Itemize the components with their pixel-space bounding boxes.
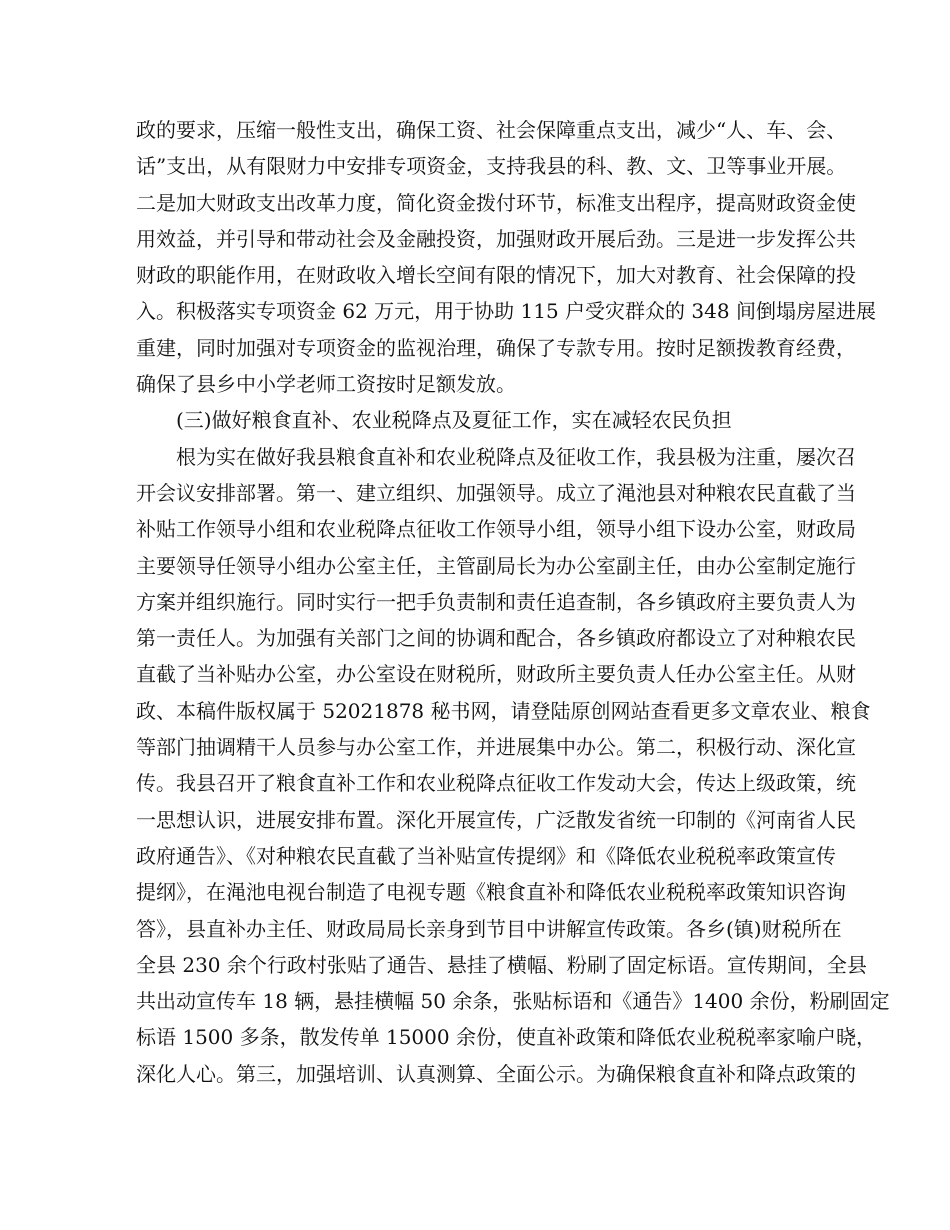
text-line: 标语 1500 多条，散发传单 15000 余份，使直补政策和降低农业税税率家喻户晓， (136, 1025, 876, 1050)
text-line: 确保了县乡中小学老师工资按时足额发放。 (136, 372, 516, 397)
text-line: 补贴工作领导小组和农业税降点征收工作领导小组，领导小组下设办公室，财政局 (136, 517, 856, 542)
text-line: 一思想认识，进展安排布置。深化开展宣传，广泛散发省统一印制的《河南省人民 (136, 807, 856, 832)
text-line: 方案并组织施行。同时实行一把手负责制和责任追查制，各乡镇政府主要负责人为 (136, 589, 856, 614)
text-line: 提纲》，在渑池电视台制造了电视专题《粮食直补和降低农业税税率政策知识咨询 (136, 880, 846, 905)
text-line: 传。我县召开了粮食直补工作和农业税降点征收工作发动大会，传达上级政策，统 (136, 771, 856, 796)
text-line: 全县 230 余个行政村张贴了通告、悬挂了横幅、粉刷了固定标语。宣传期间，全县 (136, 952, 867, 977)
text-line: 等部门抽调精干人员参与办公室工作，并进展集中办公。第二，积极行动、深化宣 (136, 735, 856, 760)
text-line: 财政的职能作用，在财政收入增长空间有限的情况下，加大对教育、社会保障的投 (136, 263, 856, 288)
text-line: 答》，县直补办主任、财政局局长亲身到节目中讲解宣传政策。各乡(镇)财税所在 (136, 916, 842, 941)
text-line: 话”支出，从有限财力中安排专项资金，支持我县的科、教、文、卫等事业开展。 (136, 154, 847, 179)
text-line: 二是加大财政支出改革力度，简化资金拨付环节，标准支出程序，提高财政资金使 (136, 190, 856, 215)
text-line: 主要领导任领导小组办公室主任，主管副局长为办公室副主任，由办公室制定施行 (136, 553, 856, 578)
text-line: 深化人心。第三，加强培训、认真测算、全面公示。为确保粮食直补和降点政策的 (136, 1061, 856, 1086)
text-line: 用效益，并引导和带动社会及金融投资，加强财政开展后劲。三是进一步发挥公共 (136, 226, 856, 251)
section-heading: (三)做好粮食直补、农业税降点及夏征工作，实在减轻农民负担 (176, 408, 732, 433)
text-line: 重建，同时加强对专项资金的监视治理，确保了专款专用。按时足额拨教育经费， (136, 335, 856, 360)
text-line: 开会议安排部署。第一、建立组织、加强领导。成立了渑池县对种粮农民直截了当 (136, 480, 856, 505)
text-line: 政的要求，压缩一般性支出，确保工资、社会保障重点支出，减少“人、车、会、 (136, 118, 847, 142)
text-line: 直截了当补贴办公室，办公室设在财税所，财政所主要负责人任办公室主任。从财 (136, 662, 856, 687)
text-line: 共出动宣传车 18 辆，悬挂横幅 50 余条，张贴标语和《通告》1400 余份，粉刷固定 (136, 989, 890, 1014)
text-line: 政府通告》、《对种粮农民直截了当补贴宣传提纲》和《降低农业税税率政策宣传 (136, 843, 836, 868)
text-line: 第一责任人。为加强有关部门之间的协调和配合，各乡镇政府都设立了对种粮农民 (136, 626, 856, 651)
body-text (136, 112, 890, 1092)
text-line: 政、本稿件版权属于 52021878 秘书网，请登陆原创网站查看更多文章农业、粮食 (136, 698, 871, 723)
text-line: 根为实在做好我县粮食直补和农业税降点及征收工作，我县极为注重，屡次召 (176, 444, 856, 469)
text-line: 入。积极落实专项资金 62 万元，用于协助 115 户受灾群众的 348 间倒塌房屋进展 (136, 299, 876, 324)
